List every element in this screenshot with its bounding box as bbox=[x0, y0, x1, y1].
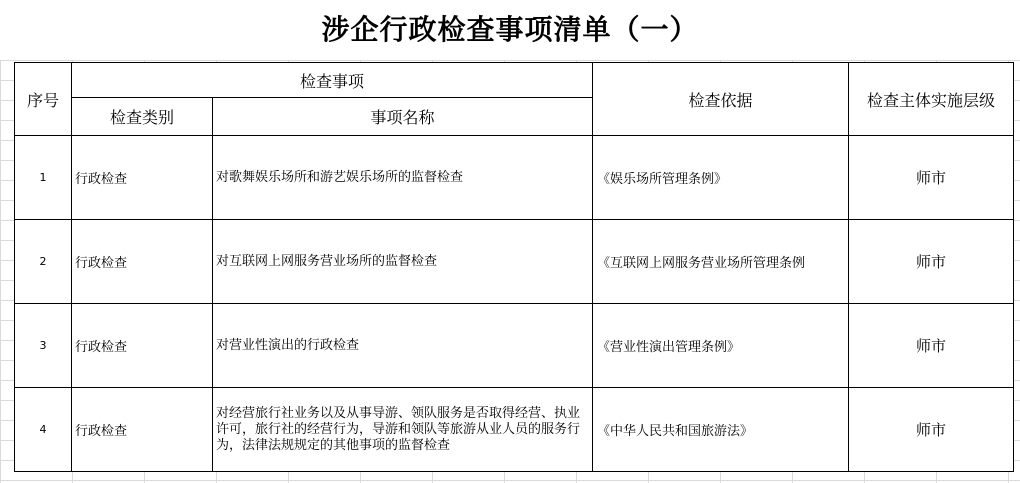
row-basis[interactable]: 《娱乐场所管理条例》 bbox=[593, 136, 849, 220]
header-basis[interactable]: 检查依据 bbox=[593, 63, 849, 136]
row-basis[interactable]: 《互联网上网服务营业场所管理条例 bbox=[593, 220, 849, 304]
table-row bbox=[15, 388, 1014, 472]
row-seq[interactable]: 4 bbox=[15, 388, 72, 472]
row-seq[interactable]: 2 bbox=[15, 220, 72, 304]
row-category[interactable]: 行政检查 bbox=[72, 388, 213, 472]
row-seq[interactable]: 3 bbox=[15, 304, 72, 388]
row-category[interactable]: 行政检查 bbox=[72, 136, 213, 220]
row-item-name[interactable]: 对互联网上网服务营业场所的监督检查 bbox=[213, 220, 593, 304]
row-item-name[interactable]: 对歌舞娱乐场所和游艺娱乐场所的监督检查 bbox=[213, 136, 593, 220]
table-row bbox=[15, 220, 1014, 304]
row-level[interactable]: 师市 bbox=[849, 136, 1014, 220]
table-row bbox=[15, 304, 1014, 388]
row-basis[interactable]: 《营业性演出管理条例》 bbox=[593, 304, 849, 388]
inspection-list-table bbox=[14, 62, 1014, 472]
row-basis[interactable]: 《中华人民共和国旅游法》 bbox=[593, 388, 849, 472]
header-seq[interactable]: 序号 bbox=[15, 63, 72, 136]
row-level[interactable]: 师市 bbox=[849, 220, 1014, 304]
header-row-1 bbox=[15, 63, 1014, 98]
header-category[interactable]: 检查类别 bbox=[72, 98, 213, 136]
header-item-name[interactable]: 事项名称 bbox=[213, 98, 593, 136]
row-level[interactable]: 师市 bbox=[849, 388, 1014, 472]
header-level[interactable]: 检查主体实施层级 bbox=[849, 63, 1014, 136]
row-level[interactable]: 师市 bbox=[849, 304, 1014, 388]
title-band bbox=[0, 0, 1020, 60]
row-category[interactable]: 行政检查 bbox=[72, 220, 213, 304]
sheet-title: 涉企行政检查事项清单（一） bbox=[321, 13, 699, 46]
table-row bbox=[15, 136, 1014, 220]
row-seq[interactable]: 1 bbox=[15, 136, 72, 220]
header-item-group[interactable]: 检查事项 bbox=[72, 63, 593, 98]
row-item-name[interactable]: 对经营旅行社业务以及从事导游、领队服务是否取得经营、执业许可，旅行社的经营行为，导游和领队等旅游从业人员的服务行为，法律法规规定的其他事项的监督检查 bbox=[213, 388, 593, 472]
row-item-name[interactable]: 对营业性演出的行政检查 bbox=[213, 304, 593, 388]
row-category[interactable]: 行政检查 bbox=[72, 304, 213, 388]
